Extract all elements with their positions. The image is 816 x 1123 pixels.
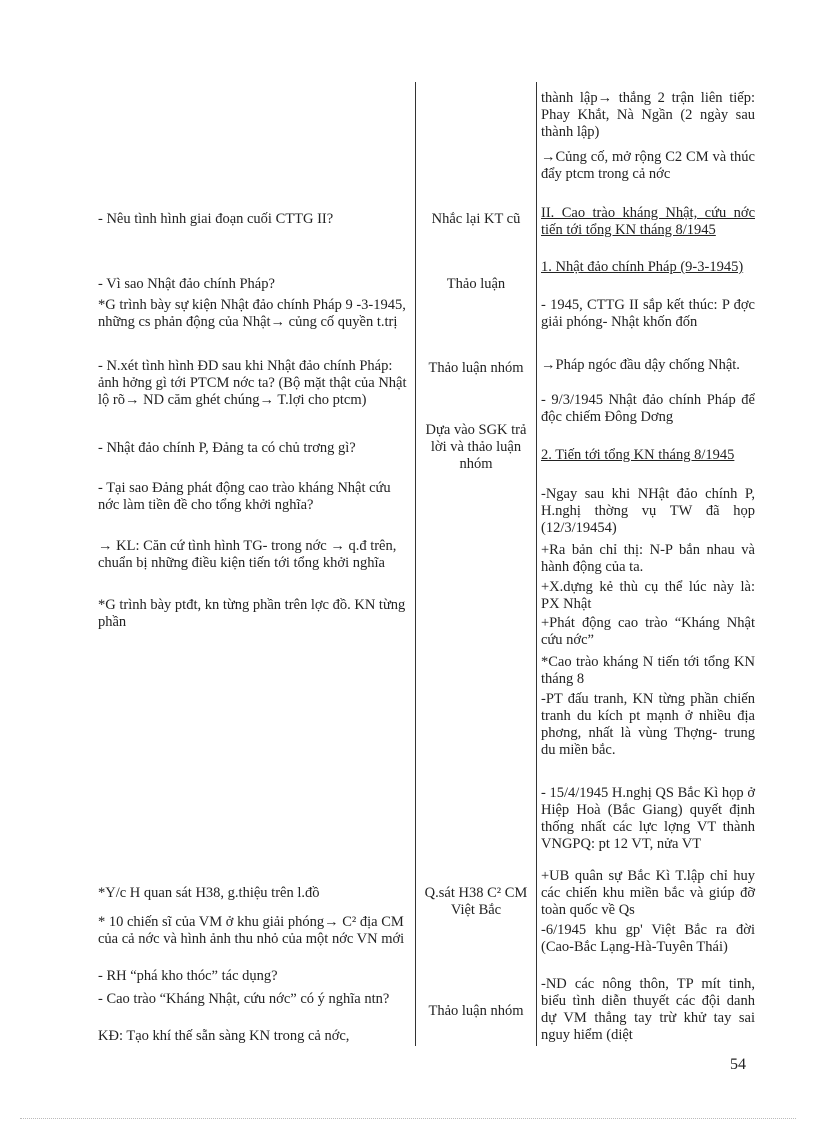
- col3-line-11: +Phát động cao trào “Kháng Nhật cứu nớc”: [541, 615, 755, 648]
- col3-line-1: →Củng cố, mở rộng C2 CM và thúc đẩy ptcm trong cả nớc: [541, 149, 755, 182]
- col1-line-11: - Cao trào “Kháng Nhật, cứu nớc” có ý nghĩa ntn?: [98, 991, 390, 1007]
- col1-line-1: - Vì sao Nhật đảo chính Pháp?: [98, 276, 275, 292]
- col3-line-12: *Cao trào kháng N tiến tới tổng KN tháng 8: [541, 654, 755, 687]
- col3-line-10: +X.dựng kẻ thù cụ thể lúc này là: PX Nhật: [541, 579, 755, 612]
- col3-line-16: -6/1945 khu gp' Việt Bắc ra đời (Cao-Bắc Lạng-Hà-Tuyên Thái): [541, 922, 755, 955]
- col3-line-8: -Ngay sau khi NHật đảo chính P, H.nghị thờng vụ TW đã họp (12/3/19454): [541, 486, 755, 536]
- col3-heading-section-2: II. Cao trào kháng Nhật, cứu nớc tiến tới tổng KN tháng 8/1945: [541, 205, 755, 238]
- col1-line-4: - Nhật đảo chính P, Đảng ta có chủ trơng gì?: [98, 440, 356, 456]
- col3-heading-1: 1. Nhật đảo chính Pháp (9-3-1945): [541, 259, 744, 275]
- col3-line-17: -ND các nông thôn, TP mít tinh, biểu tình diễn thuyết các đội danh dự VM thẳng tay trừ khử tay sai nguy hiểm (diệt: [541, 976, 755, 1043]
- column-divider-left: [415, 82, 416, 1046]
- col3-line-14: - 15/4/1945 H.nghị QS Bắc Kì họp ở Hiệp Hoà (Bắc Giang) quyết định thống nhất các lực lợng VT thành VNGPQ: pt 12 VT, nửa VT: [541, 785, 755, 852]
- col1-line-5: - Tại sao Đảng phát động cao trào kháng Nhật cứu nớc làm tiền đề cho tổng khởi nghĩa?: [98, 480, 391, 513]
- col1-line-2: *G trình bày sự kiện Nhật đảo chính Pháp 9 -3-1945, những cs phản động của Nhật→ củng cố quyền t.trị: [98, 297, 406, 330]
- col3-line-15: +UB quân sự Bắc Kì T.lập chỉ huy các chiến khu miền bắc và giúp đỡ toàn quốc về Qs: [541, 868, 755, 918]
- col2-line-5: Thảo luận nhóm: [428, 1003, 524, 1019]
- column-divider-right: [536, 82, 537, 1046]
- bottom-dotted-border: [20, 1118, 796, 1119]
- col2-line-1: Thảo luận: [446, 276, 506, 292]
- col3-line-6: - 9/3/1945 Nhật đảo chính Pháp để độc chiếm Đông Dơng: [541, 392, 755, 425]
- col3-line-5: →Pháp ngóc đầu dậy chống Nhật.: [541, 357, 740, 373]
- col1-line-9: * 10 chiến sĩ của VM ở khu giải phóng→ C² địa CM của cả nớc và hình ảnh thu nhỏ của một nớc VN mới: [98, 914, 405, 947]
- col1-line-10: - RH “phá kho thóc” tác dụng?: [98, 968, 278, 984]
- col1-line-0: - Nêu tình hình giai đoạn cuối CTTG II?: [98, 211, 334, 227]
- col3-line-13: -PT đấu tranh, KN từng phần chiến tranh du kích pt mạnh ở nhiều địa phơng, nhất là vùng Thợng- trung du miền bắc.: [541, 691, 755, 758]
- col1-line-7: *G trình bày ptđt, kn từng phần trên lợc đồ. KN từng phần: [98, 597, 406, 630]
- col1-line-3: - N.xét tình hình ĐD sau khi Nhật đảo chính Pháp: ảnh hởng gì tới PTCM nớc ta? (Bộ mặt thật của Nhật lộ rõ→ ND căm ghét chúng→ T.lợi cho ptcm): [98, 358, 407, 408]
- col3-line-4: - 1945, CTTG II sắp kết thúc: P đợc giải phóng- Nhật khốn đốn: [541, 297, 755, 330]
- page-number: 54: [730, 1056, 746, 1073]
- col3-heading-2: 2. Tiến tới tổng KN tháng 8/1945: [541, 447, 735, 463]
- col1-line-6: → KL: Căn cứ tình hình TG- trong nớc → q.đ trên, chuẩn bị những điều kiện tiến tới tổng khởi nghĩa: [98, 538, 397, 571]
- col2-line-3: Dựa vào SGK trả lời và thảo luận nhóm: [425, 422, 527, 472]
- col2-line-0: Nhắc lại KT cũ: [431, 211, 521, 227]
- col2-line-4: Q.sát H38 C² CM Việt Bắc: [424, 885, 528, 918]
- col1-line-12: KĐ: Tạo khí thế sẵn sàng KN trong cả nớc,: [98, 1028, 350, 1044]
- col2-line-2: Thảo luận nhóm: [428, 360, 524, 376]
- col3-line-9: +Ra bản chỉ thị: N-P bắn nhau và hành động của ta.: [541, 542, 755, 575]
- col1-line-8: *Y/c H quan sát H38, g.thiệu trên l.đồ: [98, 885, 320, 901]
- col3-line-0: thành lập→ thắng 2 trận liên tiếp: Phay Khắt, Nà Ngần (2 ngày sau thành lập): [541, 90, 755, 140]
